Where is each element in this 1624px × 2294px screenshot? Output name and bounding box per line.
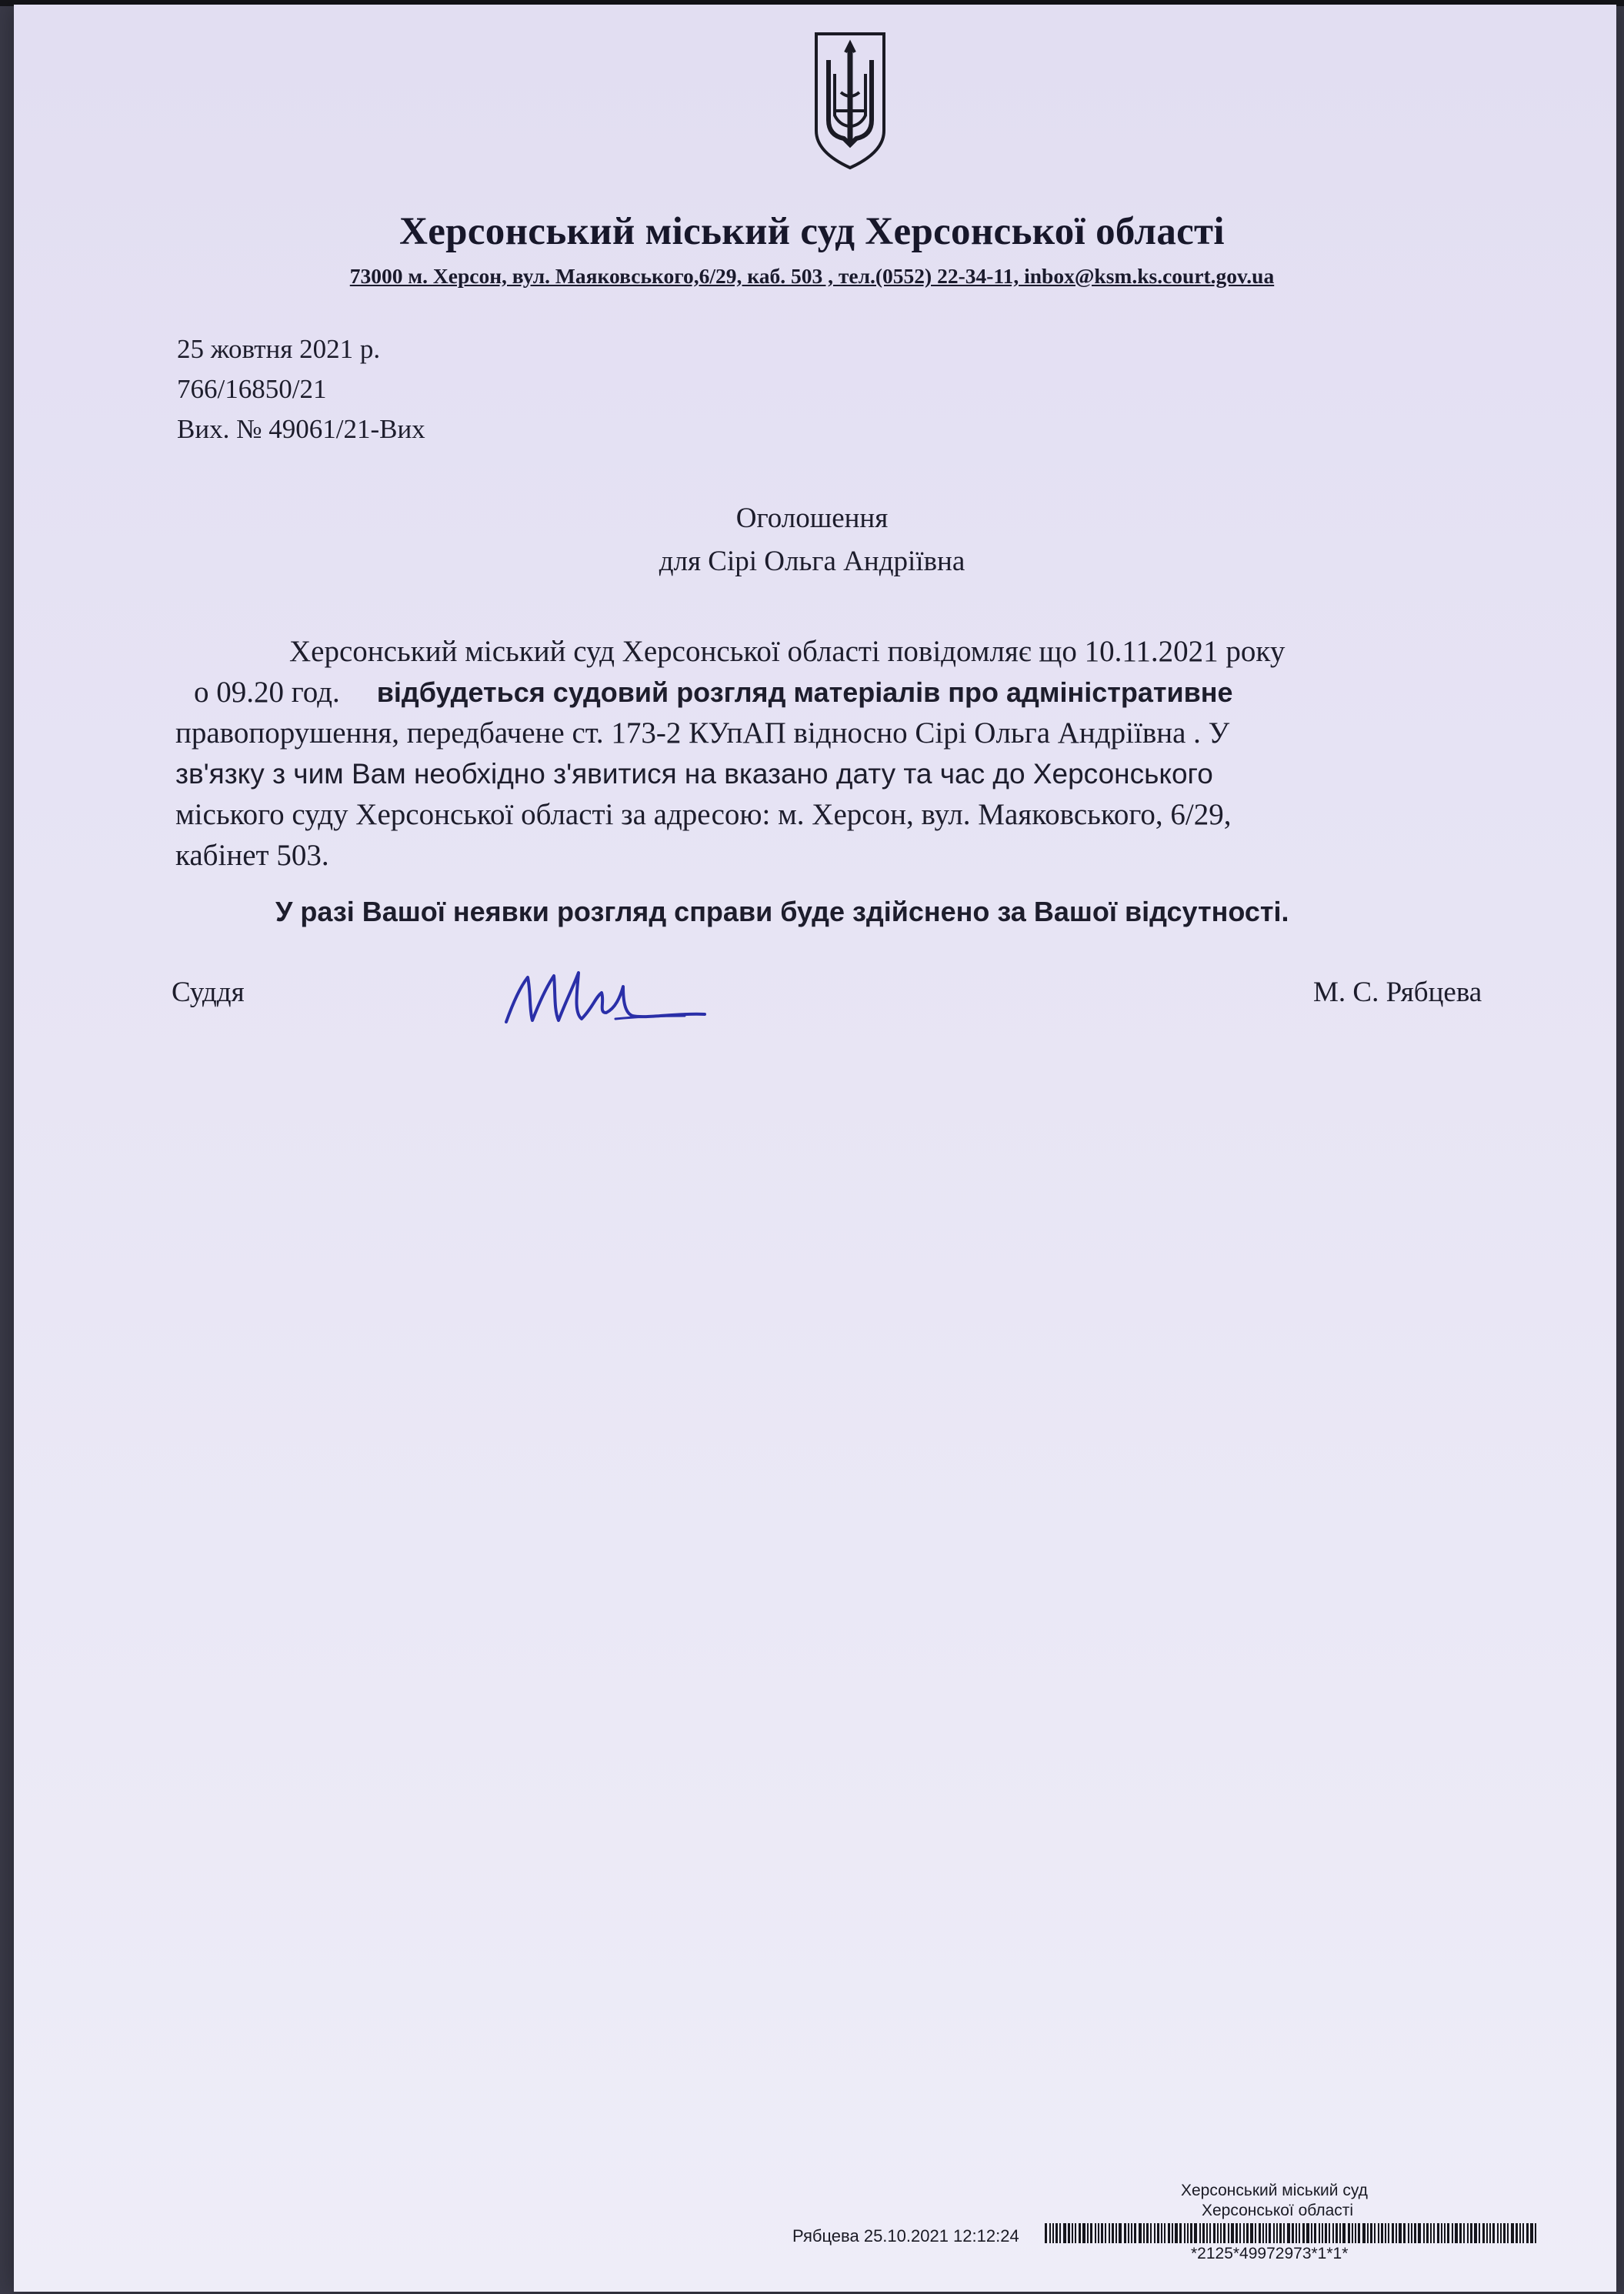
stamp-org-line1: Херсонський міський суд <box>1181 2182 1368 2199</box>
body-line: правопорушення, передбачене ст. 173-2 КУпАП відносно Сірі Ольга Андріївна . У <box>175 716 1230 750</box>
court-address: 73000 м. Херсон, вул. Маяковського,6/29, каб. 503 , тел.(0552) 22-34-11, inbox@ksm.ks.court.gov.ua <box>349 264 1275 288</box>
hearing-time: о 09.20 год. <box>194 676 340 709</box>
stamp-signer: Рябцева 25.10.2021 12:12:24 <box>792 2226 1019 2246</box>
court-name: Херсонський міський суд Херсонської області <box>399 210 1225 253</box>
signatory-name: М. С. Рябцева <box>1313 977 1482 1008</box>
body-line: кабінет 503. <box>175 839 329 872</box>
outgoing-number: Вих. № 49061/21-Вих <box>177 414 425 444</box>
barcode-code: *2125*49972973*1*1* <box>1191 2245 1349 2262</box>
handwritten-signature <box>500 954 708 1039</box>
notice-title: Оголошення <box>735 503 889 534</box>
signatory-role: Суддя <box>172 977 245 1008</box>
body-line: міського суду Херсонської області за адресою: м. Херсон, вул. Маяковського, 6/29, <box>175 798 1232 831</box>
body-line: зв'язку з чим Вам необхідно з'явитися на вказано дату та час до Херсонського <box>175 758 1213 790</box>
absence-warning: У разі Вашої неявки розгляд справи буде здійснено за Вашої відсутності. <box>275 896 1289 927</box>
letter-date: 25 жовтня 2021 р. <box>177 334 381 364</box>
notice-recipient: для Сірі Ольга Андріївна <box>659 546 965 577</box>
coat-of-arms-icon <box>812 29 889 171</box>
case-number: 766/16850/21 <box>177 374 327 404</box>
hearing-text: відбудеться судовий розгляд матеріалів про адміністративне <box>376 676 1233 708</box>
body-line <box>175 672 1233 713</box>
body-line: Херсонський міський суд Херсонської області повідомляє що 10.11.2021 року <box>289 635 1286 668</box>
barcode <box>1045 2223 1539 2243</box>
stamp-org-line2: Херсонської області <box>1202 2202 1354 2219</box>
letter-meta <box>177 329 425 449</box>
